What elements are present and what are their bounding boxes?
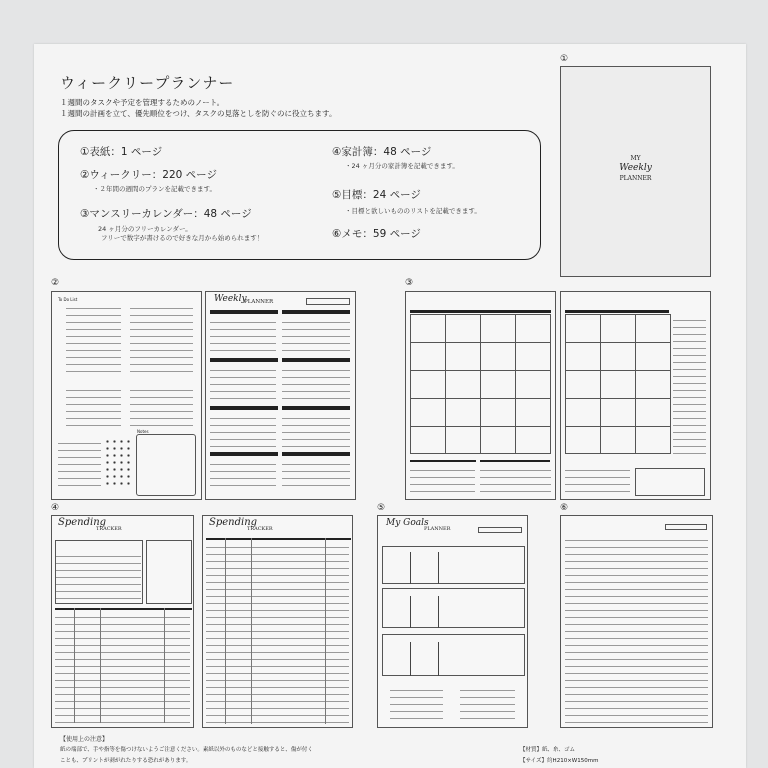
goal-block-3 xyxy=(382,634,525,676)
todo-bar-left xyxy=(410,460,476,462)
memo-date-box xyxy=(665,524,707,530)
goal-block-1 xyxy=(382,546,525,584)
day-lines-tue xyxy=(282,316,350,352)
spending2-col-2 xyxy=(251,538,252,724)
calendar-header-bar xyxy=(410,310,551,313)
spending-script-title-2: Spending xyxy=(209,517,258,528)
wishlist-lines-right xyxy=(460,684,515,724)
day-bar-wed xyxy=(210,358,278,362)
calendar-lines-right xyxy=(480,464,551,496)
notes-box xyxy=(136,434,196,496)
spending-table-header xyxy=(55,608,192,610)
goals-date-box xyxy=(478,527,522,533)
day-bar-thu xyxy=(282,358,350,362)
goal-block-1-col-2 xyxy=(438,552,439,584)
description-line-2: １週間の計画を立て、優先順位をつけ、タスクの見落としを防ぐのに役立ちます。 xyxy=(60,109,337,118)
wishlist-lines-left xyxy=(390,684,443,724)
contents-monthly-note-2: フリーで数字が書けるので好きな月から始められます！ xyxy=(101,234,264,242)
calendar2-lines-left xyxy=(565,464,630,496)
contents-budget: ④家計簿：48 ページ xyxy=(332,146,432,158)
notice-title: 【使用上の注意】 xyxy=(60,736,109,743)
cover-text-weekly: Weekly xyxy=(619,163,652,173)
day-lines-sat xyxy=(282,412,350,448)
calendar2-side-lines xyxy=(673,314,706,454)
day-lines-sun xyxy=(210,458,276,488)
day-bar-sat xyxy=(282,406,350,410)
day-lines-wed xyxy=(210,364,276,400)
day-lines-thu xyxy=(282,364,350,400)
size-label: 【サイズ】約H210×W150mm xyxy=(520,758,599,764)
day-bar-fri xyxy=(210,406,278,410)
memo-lines xyxy=(565,534,708,724)
cover-text-my: MY xyxy=(630,155,641,162)
contents-memo: ⑥メモ：59 ページ xyxy=(332,228,421,240)
contents-budget-note: ・24 ヶ月分の家計簿を記載できます。 xyxy=(345,162,459,170)
goals-planner-title: PLANNER xyxy=(424,526,451,532)
spending2-table-header xyxy=(206,538,351,540)
calendar-grid xyxy=(410,314,551,454)
memo-number: ⑥ xyxy=(560,503,569,513)
goals-number: ⑤ xyxy=(377,503,386,513)
spending-summary-lines xyxy=(56,550,141,604)
weekly-script-title: Weekly xyxy=(214,294,247,304)
todo-lines-right-2 xyxy=(130,384,193,426)
calendar2-header-bar xyxy=(565,310,669,313)
todo-lines-right xyxy=(130,302,193,374)
weekly-number: ② xyxy=(51,278,60,288)
goal-block-3-col-1 xyxy=(410,642,411,676)
spending-tracker-page-2 xyxy=(202,515,353,728)
day-bar-tue xyxy=(282,310,350,314)
day-lines-mon xyxy=(210,316,276,352)
day-lines-notes xyxy=(282,458,350,488)
todo-lines-left xyxy=(66,302,121,374)
tracker-title-2: TRACKER xyxy=(247,526,273,532)
goal-block-1-col-1 xyxy=(410,552,411,584)
weekly-date-box xyxy=(306,298,350,305)
page-title: ウィークリープランナー xyxy=(60,74,235,92)
day-lines-fri xyxy=(210,412,276,448)
contents-monthly-note-1: 24 ヶ月分のフリーカレンダー。 xyxy=(98,225,192,233)
spending-table-lines-1 xyxy=(55,611,190,723)
weekly-planner-title: PLANNER xyxy=(244,299,274,305)
spending-side-box xyxy=(146,540,192,604)
goals-script-title: My Goals xyxy=(386,518,429,528)
todo-bar-right xyxy=(480,460,550,462)
contents-weekly-note: ・２年間の週間のプランを記載できます。 xyxy=(93,185,216,193)
tracker-title-1: TRACKER xyxy=(96,526,122,532)
contents-monthly: ③マンスリーカレンダー：48 ページ xyxy=(80,208,252,220)
calendar2-notes-box xyxy=(635,468,705,496)
monthly-number: ③ xyxy=(405,278,414,288)
spending-col-3 xyxy=(164,608,165,723)
contents-weekly: ②ウィークリー：220 ページ xyxy=(80,169,217,181)
weekly-planner-page xyxy=(205,291,356,500)
weekly-todo-page xyxy=(51,291,202,500)
contents-goals: ⑤目標：24 ページ xyxy=(332,189,421,201)
notice-text: 紙の端部で、手や指等を傷つけないようご注意ください。素紙以外のものなどと接触すると、傷が付く xyxy=(60,747,313,753)
goal-block-3-col-2 xyxy=(438,642,439,676)
monthly-calendar-page xyxy=(405,291,556,500)
memo-page xyxy=(560,515,713,728)
goal-block-2-col-2 xyxy=(438,596,439,628)
habit-lines xyxy=(58,437,101,487)
calendar-lines-left xyxy=(410,464,475,496)
cover-text-planner: PLANNER xyxy=(619,175,652,182)
goals-planner-page xyxy=(377,515,528,728)
cover-number: ① xyxy=(560,54,569,64)
day-bar-mon xyxy=(210,310,278,314)
spending2-col-3 xyxy=(325,538,326,724)
spending-table-lines-2 xyxy=(206,541,349,723)
contents-cover: ①表紙：1 ページ xyxy=(80,146,163,158)
spending-col-2 xyxy=(100,608,101,723)
description-line-1: １週間のタスクや予定を管理するためのノート。 xyxy=(60,98,225,107)
todo-lines-left-2 xyxy=(66,384,121,426)
material-label: 【材質】紙、糸、ゴム xyxy=(520,747,576,753)
notice-text-2: ことも、プリントが剥がれたりする恐れがあります。 xyxy=(60,758,192,764)
monthly-notes-page xyxy=(560,291,711,500)
day-bar-notes xyxy=(282,452,350,456)
cover-page-thumbnail xyxy=(560,66,711,277)
contents-goals-note: ・目標と欲しいもののリストを記載できます。 xyxy=(345,207,481,215)
spending-number: ④ xyxy=(51,503,60,513)
goal-block-2 xyxy=(382,588,525,628)
calendar2-grid xyxy=(565,314,671,454)
goal-block-2-col-1 xyxy=(410,596,411,628)
notes-label: Notes xyxy=(137,429,149,434)
spending-script-title-1: Spending xyxy=(58,517,107,528)
todo-label: To Do List xyxy=(58,297,78,302)
day-bar-sun xyxy=(210,452,278,456)
spending-col-1 xyxy=(74,608,75,723)
spending2-col-1 xyxy=(225,538,226,724)
spending-tracker-page-1 xyxy=(51,515,194,728)
habit-dots xyxy=(104,438,134,488)
